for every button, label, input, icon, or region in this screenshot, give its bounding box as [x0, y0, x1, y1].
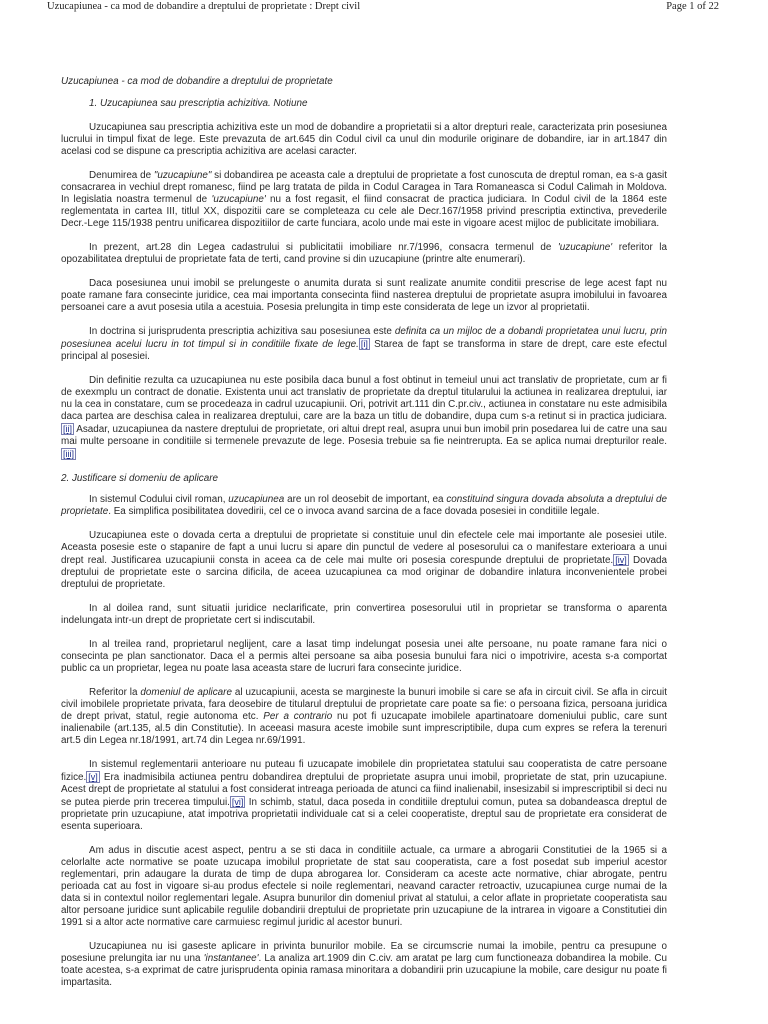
section-2-heading: 2. Justificare si domeniu de aplicare	[61, 473, 218, 484]
footnote-link-v[interactable]: [v]	[88, 772, 98, 782]
footnote-link-i[interactable]: [i]	[360, 339, 368, 349]
footnote-link-iv[interactable]: [iv]	[615, 555, 627, 565]
paragraph-2: Denumirea de "uzucapiune" si dobandirea pe aceasta cale a dreptului de proprietate a fost cunoscuta de dreptul roman, ea s-a gasit consacrarea in vechiul drept romanesc, fiind pe larg tratata de pilda in Codul Caragea in Tara Romaneasca si Codul Calimah in Moldova. In legislatia noastra termenul de 'uzucapiune' nu a fost regasit, el fiind consacrat de practica judiciara. In Codul civil de la 1864 este reglementata in cartea III, titlul XX, dispozitii care se completeaza cu cele ale Decr.167/1958 privind prescriptia extinctiva, prevederile Decr.-Lege 115/1938 pentru unificarea dispozitiilor de carte funciara, acolo unde mai este in vigoare acest mijloc de publicitate imobiliara.	[61, 170, 667, 229]
print-page-number: Page 1 of 22	[666, 1, 719, 12]
paragraph-5: In doctrina si jurisprudenta prescriptia achizitiva sau posesiunea este definita ca un mijloc de a dobandi proprietatea unui lucru, prin posesiunea acelui lucru in tot timpul si in conditiile fixate de lege. [i] Starea de fapt se transforma in stare de drept, care este efectul principal al posesiei.	[61, 326, 667, 362]
paragraph-10: In al treilea rand, proprietarul neglijent, care a lasat timp indelungat posesia unei alte persoane, nu poate ramane fara nici o consecinta pe plan sanctionator. Daca el a permis altei persoane sa aiba posesia bunului fara nici o impotrivire, acesta s-a comportat public ca un proprietar, legea nu poate lasa aceasta stare de lucruri fara consecinte juridice.	[61, 639, 667, 674]
print-header	[0, 0, 768, 14]
article-title: Uzucapiunea - ca mod de dobandire a dreptului de proprietate	[61, 76, 333, 87]
paragraph-6: Din definitie rezulta ca uzucapiunea nu este posibila daca bunul a fost obtinut in temeiul unui act translativ de proprietate, cum ar fi de exexmplu un contract de donatie. Existenta unui act translativ de proprietate da dreptul titularului la actiunea in realizarea dreptului, iar nu la cea in constatare, cum se procedeaza in cadrul uzucapiunii. Ori, potrivit art.111 din C.pr.civ., actiunea in constatare nu este admisibila daca partea are deschisa calea in realizarea dreptului, care are la baza un titlu de dobandire, dupa cum s-a retinut si in practica judiciara.[ii] Asadar, uzucapiunea da nastere dreptului de proprietate, ori altui drept real, asupra unui bun imobil prin posedarea lui de catre una sau mai multe persoane in conditiile si termenele prevazute de lege. Posesia trebuie sa fie neintrerupta. Ea se aplica numai drepturilor reale.[iii]	[61, 375, 667, 459]
footnote-link-iii[interactable]: [iii]	[63, 449, 74, 459]
paragraph-14: Uzucapiunea nu isi gaseste aplicare in privinta bunurilor mobile. Ea se circumscrie numai la imobile, pentru ca presupune o posesiune prelungita iar nu una 'instantanee'. La analiza art.1909 din C.civ. am aratat pe larg cum functioneaza dobandirea la mobile. Cu toate acestea, s-a exprimat de catre jurisprudenta opinia ramasa minoritara a dobandirii prin uzucapiune la mobile, care desigur nu poate fi impartasita.	[61, 941, 668, 988]
print-header-title: Uzucapiunea - ca mod de dobandire a dreptului de proprietate : Drept civil	[47, 1, 361, 12]
paragraph-4: Daca posesiunea unui imobil se prelungeste o anumita durata si sunt realizate anumite conditii prescrise de lege acest fapt nu poate ramane fara consecinte juridice, cea mai importanta consecinta fiind nasterea dreptului de proprietate asupra imobilului in favoarea persoanei care a avut posesia utila a acestuia. Posesia prelungita in timp este considerata de lege un izvor al proprietatii.	[61, 278, 667, 313]
paragraph-8: Uzucapiunea este o dovada certa a dreptului de proprietate si constituie unul din efectele cele mai importante ale posesiei utile. Aceasta posesie este o stapanire de fapt a unui lucru si apare din punctul de vedere al posesorului ca o manifestare exterioara a unui drept real. Justificarea uzucapiunii consta in aceea ca de cele mai multe ori posesia corespunde dreptului de proprietate. [iv] Dovada dreptului de proprietate este o sarcina dificila, de aceea uzucapiunea ca mod originar de dobandire inlatura inconvenientele probei dreptului de proprietate.	[61, 530, 667, 590]
section-1-heading: 1. Uzucapiunea sau prescriptia achizitiva. Notiune	[89, 98, 308, 109]
paragraph-9: In al doilea rand, sunt situatii juridice neclarificate, prin convertirea posesorului util in proprietar se transforma o aparenta indelungata intr-un drept de proprietate cert si indiscutabil.	[61, 603, 667, 626]
paragraph-11: Referitor la domeniul de aplicare al uzucapiunii, acesta se margineste la bunuri imobile si care se afa in circuit civil. Se afla in circuit civil imobilele proprietate privata, fara deosebire de titularul dreptului de proprietate care poate sa fie: o persoana fizica, persoana juridica de drept privat, statul, regie autonoma etc. Per a contrario nu pot fi uzucapate imobilele apartinatoare domeniului public, care sunt inalienabile (art.135, al.5 din Constitutie). In aceeasi masura aceste imobile sunt imprescriptibile, dupa cum expres se refera la terenuri art.5 din Legea nr.18/1991, art.74 din Legea nr.69/1991.	[61, 687, 667, 746]
footnote-link-vi[interactable]: [vi]	[231, 797, 244, 807]
paragraph-3: In prezent, art.28 din Legea cadastrului si publicitatii imobiliare nr.7/1996, consacra termenul de 'uzucapiune' referitor la opozabilitatea dreptului de proprietate fata de terti, cand provine si din uzucapiune (printre alte enumerari).	[61, 242, 667, 265]
paragraph-7: In sistemul Codului civil roman, uzucapiunea are un rol deosebit de important, ea constituind singura dovada absoluta a dreptului de proprietate. Ea simplifica posibilitatea dovedirii, cel ce o invoca avand sarcina de a face dovada posesiei in conditiile legale.	[61, 494, 667, 517]
footnote-link-ii[interactable]: [ii]	[63, 424, 72, 434]
paragraph-1: Uzucapiunea sau prescriptia achizitiva este un mod de dobandire a proprietatii si a altor drepturi reale, caracterizata prin posesiunea lucrului in timpul fixat de lege. Este prevazuta de art.645 din Codul civil ca unul din modurile originare de dobandire, iar in art.1847 din acelasi cod se dispune ca prescriptia achizitiva are acelasi caracter.	[61, 122, 668, 157]
paragraph-12: In sistemul reglementarii anterioare nu puteau fi uzucapate imobilele din proprietatea statului sau cooperatista de catre persoane fizice. [v] Era inadmisibila actiunea pentru dobandirea dreptului de proprietate asupra unui imobil, proprietate de stat, prin uzucapiune. Acest drept de proprietate al statului a fost considerat intreaga perioada de atunci ca fiind inalienabil, insesizabil si imprescriptibil si deci nu se putea pierde prin trecerea timpului. [vi] In schimb, statul, daca poseda in conditiile dreptului comun, putea sa dobandeasca dreptul de proprietate prin uzucapiune, atat impotriva proprietatii individuale cat si a celei cooperatiste, dreptul sau de proprietate era considerat de esenta superioara.	[61, 759, 667, 832]
article-body	[61, 76, 667, 1001]
paragraph-13: Am adus in discutie acest aspect, pentru a se sti daca in conditiile actuale, ca urmare a abrogarii Constitutiei de la 1965 si a celorlalte acte normative se poate uzucapa imobilul proprietate de stat sau cooperatista, care a fost posedat sub imperiul acestor reglementari, prin adaugare la durata de timp de dupa abrogarea lor. Consideram ca aceste acte normative, chiar abrogate, pentru perioada cat au fost in vigoare si-au produs efectele si noile reglementari, neavand caracter retroactiv, uzucapiunea curge numai de la data si in contextul noilor reglementari legale. Asupra bunurilor din domeniul privat al statului, a celor aflate in proprietate cooperatista sau altor persoane juridice sunt aplicabile regulile dobandirii dreptului de proprietate prin uzucapiune de la intrarea in vigoare a Constitutiei din 1991 si a altor acte normative care carmuiesc regimul juridic al acestor bunuri.	[61, 845, 667, 928]
